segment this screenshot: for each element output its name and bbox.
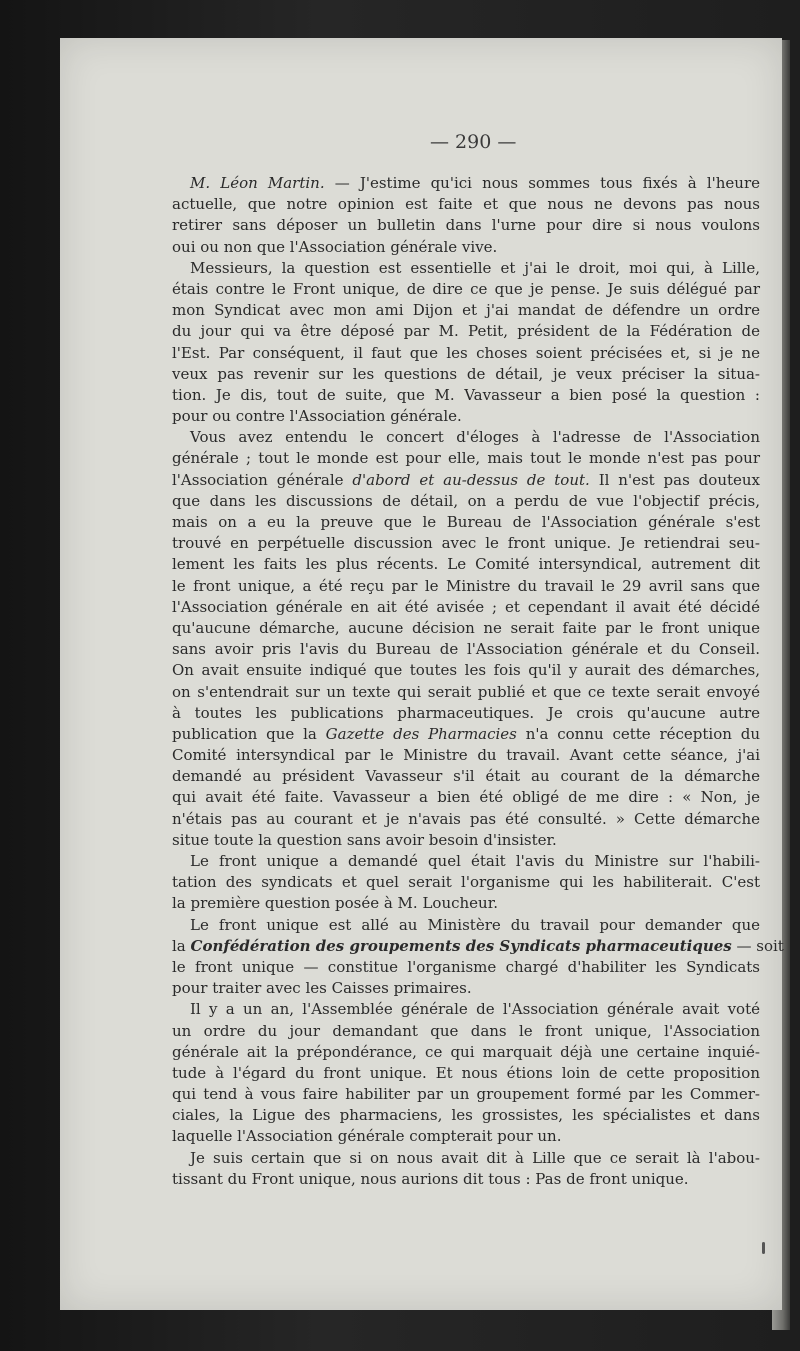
text-line xyxy=(172,872,760,893)
text-line xyxy=(172,978,760,999)
body-text xyxy=(172,173,784,1190)
text-run: générale ; tout le monde est pour elle, mais tout le monde n'est pas pour xyxy=(172,449,760,468)
text-run: — soit xyxy=(731,936,784,955)
text-line xyxy=(172,1148,760,1169)
text-run: lement les faits les plus récents. Le Comité intersyndical, autrement dit xyxy=(172,555,760,574)
text-line xyxy=(172,554,760,575)
text-line xyxy=(172,1105,760,1126)
text-line xyxy=(172,618,760,639)
text-run: trouvé en perpétuelle discussion avec le front unique. Je retiendrai seu- xyxy=(172,534,760,553)
text-run: Le front unique a demandé quel était l'avis du Ministre sur l'habili- xyxy=(190,852,760,870)
text-line xyxy=(172,1126,760,1147)
text-run: retirer sans déposer un bulletin dans l'urne pour dire si nous voulons xyxy=(172,216,760,235)
text-line xyxy=(172,703,760,724)
text-run: tude à l'égard du front unique. Et nous étions loin de cette proposition xyxy=(172,1063,760,1082)
text-line xyxy=(172,194,760,215)
text-line xyxy=(172,682,760,703)
text-run: Vous avez entendu le concert d'éloges à l'adresse de l'Association xyxy=(190,428,760,447)
text-run: à toutes les publications pharmaceutiques. Je crois qu'aucune autre xyxy=(172,703,760,722)
text-line xyxy=(172,957,760,978)
page-mark xyxy=(762,1242,765,1254)
emphasized-text: M. Léon Martin. xyxy=(190,174,325,192)
text-run: On avait ensuite indiqué que toutes les fois qu'il y aurait des démarches, xyxy=(172,661,760,680)
text-run: laquelle l'Association générale compterait pour un. xyxy=(172,1127,562,1146)
text-run: sans avoir pris l'avis du Bureau de l'Association générale et du Conseil. xyxy=(172,640,760,659)
text-run: du jour qui va être déposé par M. Petit, président de la Fédération de xyxy=(172,322,760,341)
text-line xyxy=(172,597,760,618)
text-line xyxy=(172,936,784,957)
text-line xyxy=(172,1063,760,1084)
emphasized-text: Confédération des groupements des Syndicats pharmaceutiques xyxy=(190,936,732,955)
text-line xyxy=(172,1021,760,1042)
text-line xyxy=(172,830,760,851)
text-run: l'Est. Par conséquent, il faut que les choses soient précisées et, si je ne xyxy=(172,343,760,362)
text-line xyxy=(172,406,760,427)
text-run: pour ou contre l'Association générale. xyxy=(172,407,462,426)
text-line xyxy=(172,809,760,830)
text-line xyxy=(172,427,760,448)
text-run: la première question posée à M. Loucheur. xyxy=(172,894,498,913)
text-run: tation des syndicats et quel serait l'organisme qui les habiliterait. C'est xyxy=(172,873,760,892)
text-run: tion. Je dis, tout de suite, que M. Vavasseur a bien posé la question : xyxy=(172,385,760,404)
text-line xyxy=(172,258,760,279)
text-line xyxy=(172,533,760,554)
text-run: Il n'est pas douteux xyxy=(589,470,760,489)
text-run: un ordre du jour demandant que dans le front unique, l'Association xyxy=(172,1021,760,1040)
text-line xyxy=(172,343,760,364)
text-line xyxy=(172,745,760,766)
text-run: Le front unique est allé au Ministère du travail pour demander que xyxy=(190,915,760,934)
text-run: n'étais pas au courant et je n'avais pas été consulté. » Cette démarche xyxy=(172,809,760,828)
text-line xyxy=(172,364,760,385)
text-run: publication que la xyxy=(172,724,326,743)
text-run: veux pas revenir sur les questions de détail, je veux préciser la situa- xyxy=(172,364,760,383)
text-run: situe toute la question sans avoir besoin d'insister. xyxy=(172,830,557,849)
text-line xyxy=(172,1042,760,1063)
text-run: pour traiter avec les Caisses primaires. xyxy=(172,979,472,998)
text-run: l'Association générale xyxy=(172,470,353,489)
text-line xyxy=(172,639,760,660)
text-run: Comité intersyndical par le Ministre du travail. Avant cette séance, j'ai xyxy=(172,746,760,765)
text-run: la xyxy=(172,936,191,955)
text-run: on s'entendrait sur un texte qui serait publié et que ce texte serait envoyé xyxy=(172,682,760,701)
text-run: demandé au président Vavasseur s'il était au courant de la démarche xyxy=(172,767,760,786)
text-line xyxy=(172,1169,760,1190)
text-line xyxy=(172,1084,760,1105)
text-run: qu'aucune démarche, aucune décision ne serait faite par le front unique xyxy=(172,618,760,637)
text-line xyxy=(172,660,760,681)
text-run: n'a connu cette réception du xyxy=(516,724,760,743)
text-run: le front unique, a été reçu par le Ministre du travail le 29 avril sans que xyxy=(172,576,760,595)
page-number: — 290 — xyxy=(430,131,517,153)
text-line xyxy=(172,724,760,745)
text-run: que dans les discussions de détail, on a perdu de vue l'objectif précis, xyxy=(172,491,760,510)
text-line xyxy=(172,893,760,914)
text-run: qui tend à vous faire habiliter par un groupement formé par les Commer- xyxy=(172,1085,760,1104)
emphasized-text: d'abord et au-dessus de tout. xyxy=(352,470,590,489)
text-line xyxy=(172,491,760,512)
text-run: Messieurs, la question est essentielle et j'ai le droit, moi qui, à Lille, xyxy=(190,258,760,277)
text-run: mais on a eu la preuve que le Bureau de l'Association générale s'est xyxy=(172,513,760,531)
text-line xyxy=(172,215,760,236)
text-run: — J'estime qu'ici nous sommes tous fixés à l'heure xyxy=(324,174,760,192)
text-line xyxy=(172,766,760,787)
text-run: Il y a un an, l'Assemblée générale de l'Association générale avait voté xyxy=(190,1000,760,1019)
text-run: générale ait la prépondérance, ce qui marquait déjà une certaine inquié- xyxy=(172,1042,760,1061)
text-line xyxy=(172,915,760,936)
text-line xyxy=(172,512,760,533)
text-run: tissant du Front unique, nous aurions dit tous : Pas de front unique. xyxy=(172,1169,689,1188)
text-run: le front unique — constitue l'organisme chargé d'habiliter les Syndicats xyxy=(172,957,760,976)
text-run: Je suis certain que si on nous avait dit à Lille que ce serait là l'abou- xyxy=(190,1148,760,1167)
text-line xyxy=(172,999,760,1020)
emphasized-text: Gazette des Pharmacies xyxy=(325,724,517,743)
text-line xyxy=(172,173,760,194)
text-line xyxy=(172,321,760,342)
text-run: l'Association générale en ait été avisée ; et cependant il avait été décidé xyxy=(172,597,760,616)
text-run: étais contre le Front unique, de dire ce que je pense. Je suis délégué par xyxy=(172,279,760,298)
text-line xyxy=(172,851,760,872)
text-line xyxy=(172,576,760,597)
text-line xyxy=(172,385,760,406)
text-run: actuelle, que notre opinion est faite et que nous ne devons pas nous xyxy=(172,195,760,214)
text-line xyxy=(172,279,760,300)
text-line xyxy=(172,787,760,808)
text-run: oui ou non que l'Association générale vive. xyxy=(172,237,498,256)
text-run: mon Syndicat avec mon ami Dijon et j'ai mandat de défendre un ordre xyxy=(172,301,760,320)
text-run: ciales, la Ligue des pharmaciens, les grossistes, les spécialistes et dans xyxy=(172,1106,760,1125)
text-line xyxy=(172,448,760,469)
text-line xyxy=(172,470,760,491)
text-line xyxy=(172,300,760,321)
text-line xyxy=(172,237,760,258)
text-run: qui avait été faite. Vavasseur a bien été obligé de me dire : « Non, je xyxy=(172,788,760,807)
